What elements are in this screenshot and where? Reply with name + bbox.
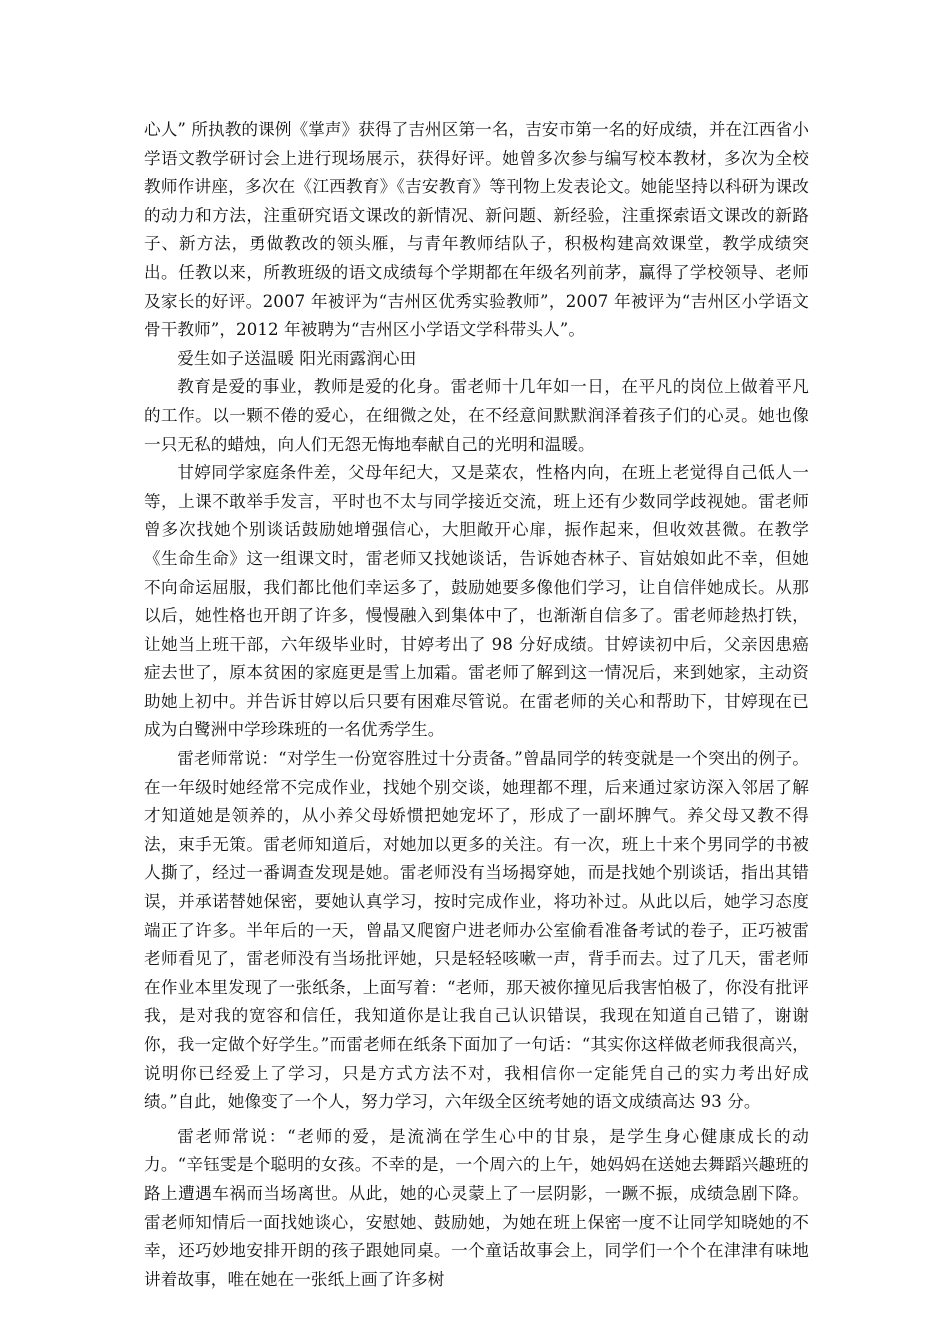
- paragraph-intro-continued: 心人” 所执教的课例《掌声》获得了吉州区第一名，吉安市第一名的好成绩，并在江西省小学语文教学研讨会上进行现场展示，获得好评。她曾多次参与编写校本教材，多次为全校教师作讲座，多次在《江西教育》《吉安教育》等刊物上发表论文。她能坚持以科研为课改的动力和方法，注重研究语文课改的新情况、新问题、新经验，注重探索语文课改的新路子、新方法，勇做教改的领头雁，与青年教师结队子，积极构建高效课堂，教学成绩突出。任教以来，所教班级的语文成绩每个学期都在年级名列前茅，赢得了学校领导、老师及家长的好评。2007 年被评为“吉州区优秀实验教师”，2007 年被评为“吉州区小学语文骨干教师”，2012 年被聘为“吉州区小学语文学科带头人”。: [144, 120, 810, 340]
- paragraph-ganting-story: 甘婷同学家庭条件差，父母年纪大，又是菜农，性格内向，在班上老觉得自己低人一等，上课不敢举手发言，平时也不太与同学接近交流，班上还有少数同学歧视她。雷老师曾多次找她个别谈话鼓励她增强信心，大胆敞开心扉，振作起来，但收效甚微。在教学《生命生命》这一组课文时，雷老师又找她谈话，告诉她杏林子、盲姑娘如此不幸，但她不向命运屈服，我们都比他们幸运多了，鼓励她要多像他们学习，让自信伴她成长。从那以后，她性格也开朗了许多，慢慢融入到集体中了，也渐渐自信多了。雷老师趁热打铁，让她当上班干部，六年级毕业时，甘婷考出了 98 分好成绩。甘婷读初中后，父亲因患癌症去世了，原本贫困的家庭更是雪上加霜。雷老师了解到这一情况后，来到她家，主动资助她上初中。并告诉甘婷以后只要有困难尽管说。在雷老师的关心和帮助下，甘婷现在已成为白鹭洲中学珍珠班的一名优秀学生。: [144, 463, 809, 740]
- document-body: [144, 116, 809, 1294]
- paragraph-zengjing-story: 雷老师常说：“对学生一份宽容胜过十分责备。”曾晶同学的转变就是一个突出的例子。在一年级时她经常不完成作业，找她个别交谈，她理都不理，后来通过家访深入邻居了解才知道她是领养的，从小养父母娇惯把她宠坏了，形成了一副坏脾气。养父母又教不得法，束手无策。雷老师知道后，对她加以更多的关注。有一次，班上十来个男同学的书被人撕了，经过一番调查发现是她。雷老师没有当场揭穿她，而是找她个别谈话，指出其错误，并承诺替她保密，要她认真学习，按时完成作业，将功补过。从此以后，她学习态度端正了许多。半年后的一天，曾晶又爬窗户进老师办公室偷看准备考试的卷子，正巧被雷老师看见了，雷老师没有当场批评她，只是轻轻咳嗽一声，背手而去。过了几天，雷老师在作业本里发现了一张纸条，上面写着：“老师，那天被你撞见后我害怕极了，你没有批评我，是对我的宽容和信任，我知道你是让我自己认识错误，我现在知道自己错了，谢谢你，我一定做个好学生。”而雷老师在纸条下面加了一句话：“其实你这样做老师我很高兴，说明你已经爱上了学习，只是方式方法不对，我相信你一定能凭自己的实力考出好成绩。”自此，她像变了一个人，努力学习，六年级全区统考她的语文成绩高达 93 分。: [144, 749, 809, 1112]
- paragraph-xinyuwen-story: 雷老师常说：“老师的爱，是流淌在学生心中的甘泉，是学生身心健康成长的动力。“辛钰雯是个聪明的女孩。不幸的是，一个周六的上午，她妈妈在送她去舞蹈兴趣班的路上遭遇车祸而当场离世。从此，她的心灵蒙上了一层阴影，一蹶不振，成绩急剧下降。雷老师知情后一面找她谈心，安慰她、鼓励她，为她在班上保密一度不让同学知晓她的不幸，还巧妙地安排开朗的孩子跟她同桌。一个童话故事会上，同学们一个个在津津有味地讲着故事，唯在她在一张纸上画了许多树: [144, 1126, 809, 1289]
- paragraph-love-of-education: 教育是爱的事业，教师是爱的化身。雷老师十几年如一日，在平凡的岗位上做着平凡的工作。以一颗不倦的爱心，在细微之处，在不经意间默默润泽着孩子们的心灵。她也像一只无私的蜡烛，向人们无怨无悔地奉献自己的光明和温暖。: [144, 377, 809, 454]
- section-heading: 爱生如子送温暖 阳光雨露润心田: [177, 348, 417, 368]
